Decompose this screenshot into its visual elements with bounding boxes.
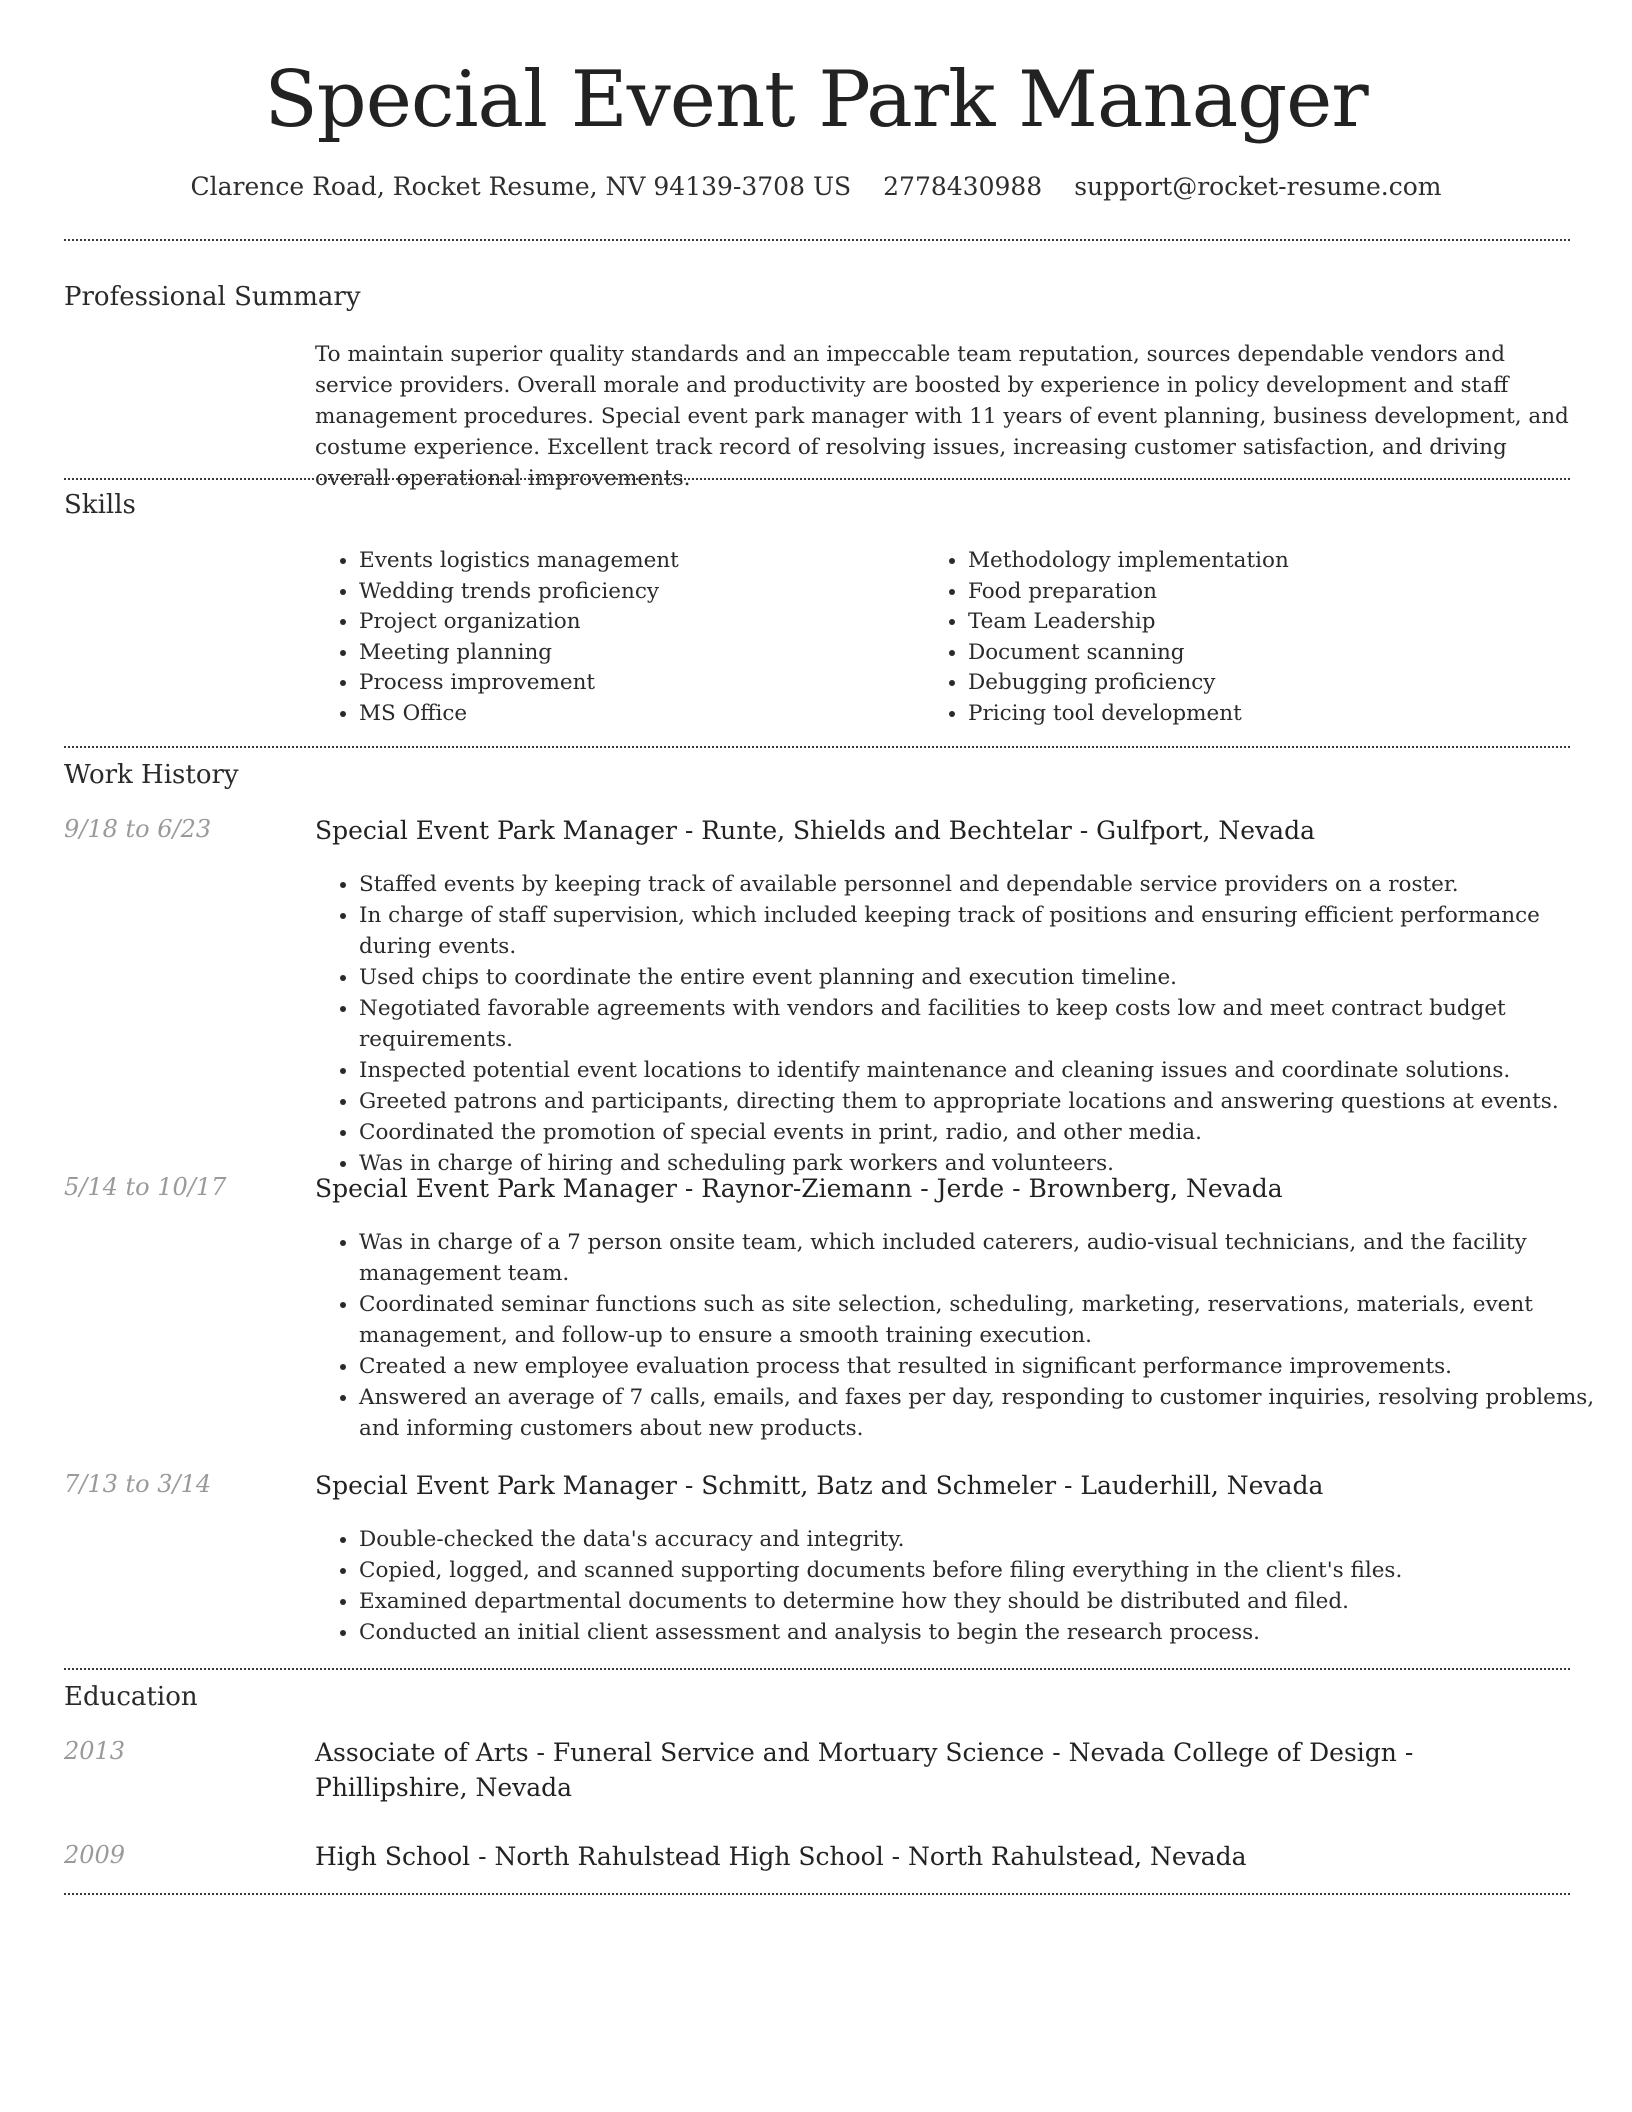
school: - North Rahulstead High School - North Rahulstead, Nevada bbox=[470, 1842, 1247, 1871]
skill-item: • Meeting planning bbox=[359, 638, 919, 669]
job-bullet: • Created a new employee evaluation process that resulted in significant performance improvements. bbox=[359, 1351, 1619, 1382]
section-title-education: Education bbox=[64, 1682, 198, 1712]
job-employer: - Runte, Shields and Bechtelar - Gulfport, Nevada bbox=[676, 816, 1315, 845]
skill-item: • Pricing tool development bbox=[968, 699, 1568, 730]
job-title bbox=[315, 813, 1565, 848]
section-title-work: Work History bbox=[64, 760, 239, 790]
skill-item: • Wedding trends proficiency bbox=[359, 577, 919, 608]
school: - Nevada College of Design - Phillipshire, Nevada bbox=[315, 1738, 1414, 1802]
job-bullets bbox=[315, 869, 1619, 1179]
job-dates: 7/13 to 3/14 bbox=[64, 1470, 212, 1498]
skill-item: • Debugging proficiency bbox=[968, 668, 1568, 699]
skill-item: • Events logistics management bbox=[359, 546, 919, 577]
job-bullet: • Was in charge of a 7 person onsite team, which included caterers, audio-visual technicians, and the facility management team. bbox=[359, 1227, 1619, 1289]
job-bullet: • Was in charge of hiring and scheduling park workers and volunteers. bbox=[359, 1148, 1619, 1179]
job-employer: - Raynor-Ziemann - Jerde - Brownberg, Nevada bbox=[676, 1174, 1283, 1203]
skills-list-right bbox=[924, 546, 1568, 729]
job-role: Special Event Park Manager bbox=[315, 816, 677, 845]
candidate-name: Special Event Park Manager bbox=[264, 55, 1368, 145]
skill-item: • Food preparation bbox=[968, 577, 1568, 608]
job-employer: - Schmitt, Batz and Schmeler - Lauderhill, Nevada bbox=[676, 1471, 1324, 1500]
skill-item: • Methodology implementation bbox=[968, 546, 1568, 577]
job-dates: 9/18 to 6/23 bbox=[64, 815, 212, 843]
job-role: Special Event Park Manager bbox=[315, 1174, 677, 1203]
job-bullet: • Negotiated favorable agreements with vendors and facilities to keep costs low and meet contract budget requirements. bbox=[359, 993, 1619, 1055]
job-bullet: • Conducted an initial client assessment and analysis to begin the research process. bbox=[359, 1617, 1619, 1648]
address: Clarence Road, Rocket Resume, NV 94139-3708 US bbox=[190, 172, 852, 201]
divider bbox=[64, 1893, 1570, 1895]
education-entry bbox=[315, 1839, 1565, 1874]
skill-item: • Document scanning bbox=[968, 638, 1568, 669]
divider bbox=[64, 746, 1570, 748]
job-title bbox=[315, 1468, 1565, 1503]
job-bullet: • Copied, logged, and scanned supporting documents before filing everything in the client's files. bbox=[359, 1555, 1619, 1586]
resume-header bbox=[0, 0, 1632, 201]
skill-item: • MS Office bbox=[359, 699, 919, 730]
job-role: Special Event Park Manager bbox=[315, 1471, 677, 1500]
divider bbox=[64, 239, 1570, 241]
job-bullet: • Coordinated seminar functions such as site selection, scheduling, marketing, reservations, materials, event management, and follow-up to ensure a smooth training execution. bbox=[359, 1289, 1619, 1351]
education-entry bbox=[315, 1735, 1565, 1805]
job-bullet: • Examined departmental documents to determine how they should be distributed and filed. bbox=[359, 1586, 1619, 1617]
job-bullet: • Inspected potential event locations to identify maintenance and cleaning issues and coordinate solutions. bbox=[359, 1055, 1619, 1086]
summary-text: To maintain superior quality standards and an impeccable team reputation, sources dependable vendors and service providers. Overall morale and productivity are boosted by experience in policy development and staff management procedures. Special event park manager with 11 years of event planning, business development, and costume experience. Excellent track record of resolving issues, increasing customer satisfaction, and driving overall operational improvements. bbox=[315, 342, 1569, 491]
job-bullet: • Greeted patrons and participants, directing them to appropriate locations and answering questions at events. bbox=[359, 1086, 1619, 1117]
job-bullet: • In charge of staff supervision, which included keeping track of positions and ensuring efficient performance during events. bbox=[359, 900, 1619, 962]
email: support@rocket-resume.com bbox=[1074, 172, 1442, 201]
job-bullet: • Used chips to coordinate the entire event planning and execution timeline. bbox=[359, 962, 1619, 993]
education-year: 2013 bbox=[64, 1737, 126, 1765]
education-year: 2009 bbox=[64, 1841, 126, 1869]
degree: Associate of Arts - Funeral Service and Mortuary Science bbox=[315, 1738, 1045, 1767]
contact-line bbox=[0, 172, 1632, 201]
job-bullets bbox=[315, 1227, 1619, 1444]
degree: High School bbox=[315, 1842, 471, 1871]
skills-list-left bbox=[315, 546, 919, 729]
job-bullets bbox=[315, 1524, 1619, 1648]
job-bullet: • Double-checked the data's accuracy and integrity. bbox=[359, 1524, 1619, 1555]
skill-item: • Team Leadership bbox=[968, 607, 1568, 638]
job-dates: 5/14 to 10/17 bbox=[64, 1173, 227, 1201]
job-bullet: • Answered an average of 7 calls, emails, and faxes per day, responding to customer inquiries, resolving problems, and informing customers about new products. bbox=[359, 1382, 1619, 1444]
section-title-summary: Professional Summary bbox=[64, 282, 361, 312]
job-title bbox=[315, 1171, 1565, 1206]
job-bullet: • Staffed events by keeping track of available personnel and dependable service providers on a roster. bbox=[359, 869, 1619, 900]
divider bbox=[64, 1668, 1570, 1670]
divider bbox=[64, 478, 1570, 480]
phone: 2778430988 bbox=[883, 172, 1043, 201]
job-bullet: • Coordinated the promotion of special events in print, radio, and other media. bbox=[359, 1117, 1619, 1148]
skill-item: • Project organization bbox=[359, 607, 919, 638]
skill-item: • Process improvement bbox=[359, 668, 919, 699]
section-title-skills: Skills bbox=[64, 490, 136, 520]
